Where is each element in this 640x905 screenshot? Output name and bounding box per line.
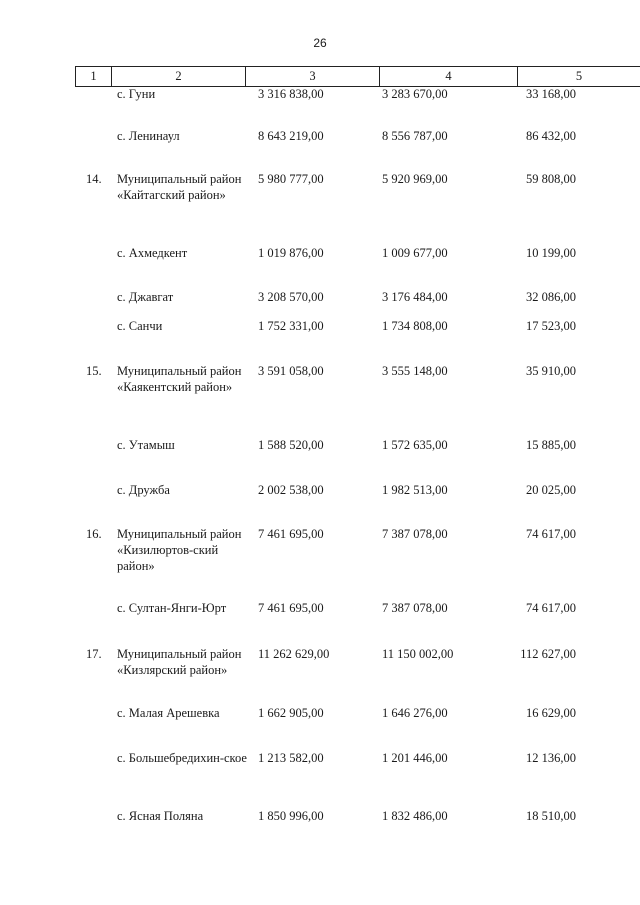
row-value-col5: 15 885,00 <box>526 438 576 452</box>
row-value-col4: 1 201 446,00 <box>382 751 448 765</box>
column-header-4: 4 <box>380 67 518 87</box>
row-value-col4: 7 387 078,00 <box>382 527 448 541</box>
row-value-col5: 16 629,00 <box>526 706 576 720</box>
row-value-col4: 3 283 670,00 <box>382 87 448 101</box>
row-value-col5: 74 617,00 <box>526 527 576 541</box>
row-value-col3: 1 019 876,00 <box>258 246 324 260</box>
row-name: с. Дружба <box>117 483 170 497</box>
row-value-col5: 35 910,00 <box>526 364 576 378</box>
row-name: с. Султан-Янги-Юрт <box>117 601 227 615</box>
row-value-col3: 8 643 219,00 <box>258 129 324 143</box>
column-header-table <box>75 66 640 87</box>
row-name: Муниципальный район «Кизилюртов-ский район» <box>117 527 242 573</box>
row-value-col3: 1 752 331,00 <box>258 319 324 333</box>
column-header-2: 2 <box>112 67 246 87</box>
row-value-col4: 5 920 969,00 <box>382 172 448 186</box>
row-name: с. Джавгат <box>117 290 174 304</box>
row-value-col4: 1 734 808,00 <box>382 319 448 333</box>
row-number: 15. <box>86 364 102 378</box>
row-value-col3: 1 588 520,00 <box>258 438 324 452</box>
row-value-col5: 10 199,00 <box>526 246 576 260</box>
row-value-col5: 112 627,00 <box>520 647 576 661</box>
row-value-col4: 1 009 677,00 <box>382 246 448 260</box>
row-name: Муниципальный район «Каякентский район» <box>117 364 242 394</box>
column-header-1: 1 <box>76 67 112 87</box>
row-value-col4: 1 646 276,00 <box>382 706 448 720</box>
row-value-col3: 3 208 570,00 <box>258 290 324 304</box>
row-value-col5: 18 510,00 <box>526 809 576 823</box>
row-value-col3: 1 850 996,00 <box>258 809 324 823</box>
column-header-row <box>76 67 640 87</box>
row-name: с. Ахмедкент <box>117 246 188 260</box>
row-value-col4: 1 572 635,00 <box>382 438 448 452</box>
row-value-col5: 33 168,00 <box>526 87 576 101</box>
row-value-col4: 11 150 002,00 <box>382 647 454 661</box>
row-value-col3: 7 461 695,00 <box>258 601 324 615</box>
row-name: Муниципальный район «Кизлярский район» <box>117 647 242 677</box>
row-value-col5: 59 808,00 <box>526 172 576 186</box>
row-value-col5: 20 025,00 <box>526 483 576 497</box>
row-value-col5: 74 617,00 <box>526 601 576 615</box>
row-value-col3: 3 316 838,00 <box>258 87 324 101</box>
row-value-col3: 3 591 058,00 <box>258 364 324 378</box>
row-value-col5: 86 432,00 <box>526 129 576 143</box>
row-name: с. Ясная Поляна <box>117 809 204 823</box>
row-value-col4: 8 556 787,00 <box>382 129 448 143</box>
row-value-col4: 1 982 513,00 <box>382 483 448 497</box>
row-name: с. Малая Арешевка <box>117 706 220 720</box>
row-value-col4: 1 832 486,00 <box>382 809 448 823</box>
row-value-col5: 17 523,00 <box>526 319 576 333</box>
row-value-col5: 32 086,00 <box>526 290 576 304</box>
row-number: 16. <box>86 527 102 541</box>
row-value-col5: 12 136,00 <box>526 751 576 765</box>
row-name: с. Утамыш <box>117 438 175 452</box>
row-name: с. Ленинаул <box>117 129 180 143</box>
column-header-5: 5 <box>518 67 640 87</box>
row-name: с. Большебредихин-ское <box>117 751 247 765</box>
page-number: 26 <box>313 36 327 50</box>
row-name: Муниципальный район «Кайтагский район» <box>117 172 242 202</box>
row-value-col3: 11 262 629,00 <box>258 647 330 661</box>
row-number: 17. <box>86 647 102 661</box>
column-header-3: 3 <box>246 67 380 87</box>
row-value-col4: 3 555 148,00 <box>382 364 448 378</box>
row-name: с. Санчи <box>117 319 163 333</box>
row-value-col3: 1 213 582,00 <box>258 751 324 765</box>
row-value-col3: 7 461 695,00 <box>258 527 324 541</box>
row-value-col4: 7 387 078,00 <box>382 601 448 615</box>
row-value-col3: 2 002 538,00 <box>258 483 324 497</box>
row-name: с. Гуни <box>117 87 156 101</box>
row-value-col3: 1 662 905,00 <box>258 706 324 720</box>
row-value-col3: 5 980 777,00 <box>258 172 324 186</box>
row-value-col4: 3 176 484,00 <box>382 290 448 304</box>
row-number: 14. <box>86 172 102 186</box>
